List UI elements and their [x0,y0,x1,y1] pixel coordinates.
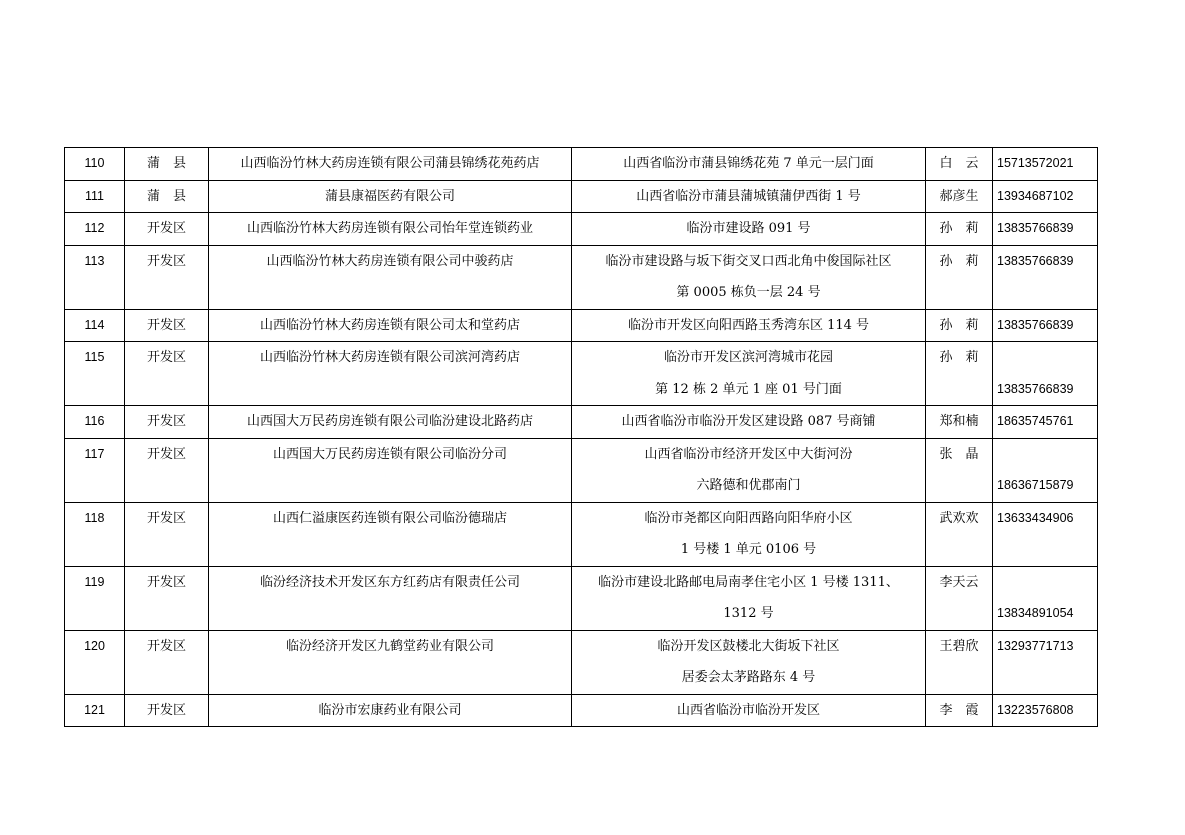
company-name-cell [209,148,572,181]
company-name-cell [209,406,572,439]
district-cell: 开发区 [125,213,209,246]
phone-spacer [997,439,1093,471]
contact-person-cell: 白 云 [926,148,993,181]
district-cell: 开发区 [125,566,209,630]
address-cell [572,630,926,694]
address-cell-line: 第 0005 栋负一层 24 号 [676,285,821,300]
contact-person-cell: 李天云 [926,566,993,630]
phone-number: 13934687102 [997,188,1074,203]
phone-number: 13633434906 [997,510,1074,525]
address-cell [572,438,926,502]
district-cell: 开发区 [125,342,209,406]
row-number-cell: 117 [65,438,125,502]
address-cell-line: 山西省临汾市经济开发区中大街河汾 [644,446,853,462]
contact-person-cell: 孙 莉 [926,245,993,309]
district-cell: 开发区 [125,309,209,342]
address-cell-line: 山西省临汾市蒲县锦绣花苑 7 单元一层门面 [623,156,874,171]
company-name-cell-line: 山西国大万民药房连锁有限公司临汾建设北路药店 [246,414,533,429]
address-cell-line: 临汾市建设北路邮电局南孝住宅小区 1 号楼 1311、 [598,574,899,590]
row-number-cell: 111 [65,180,125,213]
row-number-cell: 112 [65,213,125,246]
company-name-cell-line: 山西临汾竹林大药房连锁有限公司滨河湾药店 [259,350,520,365]
address-cell [572,309,926,342]
contact-person-cell: 武欢欢 [926,502,993,566]
district-cell: 开发区 [125,630,209,694]
phone-number: 13835766839 [997,253,1074,268]
address-cell-line: 临汾市建设路与坂下街交叉口西北角中俊国际社区 [605,253,892,269]
table-row [65,213,1098,246]
phone-number: 13835766839 [997,381,1074,396]
company-name-cell [209,566,572,630]
table-row [65,342,1098,406]
address-cell-line: 临汾市建设路 091 号 [686,221,811,236]
company-name-cell-line: 山西临汾竹林大药房连锁有限公司中骏药店 [266,253,514,269]
row-number-cell: 116 [65,406,125,439]
phone-cell [993,148,1098,181]
company-name-cell [209,630,572,694]
address-cell [572,566,926,630]
address-cell-line: 1 号楼 1 单元 0106 号 [680,542,817,557]
pharmacy-table [64,147,1098,727]
address-cell-line: 临汾市尧都区向阳西路向阳华府小区 [644,510,853,526]
district-cell: 蒲 县 [125,148,209,181]
row-number-cell: 119 [65,566,125,630]
company-name-cell-line: 蒲县康福医药有限公司 [324,188,455,204]
address-cell [572,148,926,181]
contact-person-cell: 郝彦生 [926,180,993,213]
address-cell [572,180,926,213]
address-cell-line: 临汾市开发区滨河湾城市花园 [663,350,833,365]
company-name-cell-line: 山西临汾竹林大药房连锁有限公司太和堂药店 [259,317,520,333]
address-cell [572,694,926,727]
table-body [65,148,1098,727]
district-cell: 蒲 县 [125,180,209,213]
company-name-cell [209,342,572,406]
table-row [65,148,1098,181]
address-cell-line: 六路德和优郡南门 [696,478,801,493]
district-cell: 开发区 [125,245,209,309]
contact-person-cell: 李 霞 [926,694,993,727]
phone-spacer [997,567,1093,599]
phone-number: 13223576808 [997,702,1074,717]
company-name-cell [209,694,572,727]
row-number-cell: 118 [65,502,125,566]
phone-number: 18635745761 [997,414,1074,428]
address-cell-line: 临汾市开发区向阳西路玉秀湾东区 114 号 [627,317,870,333]
table-row [65,309,1098,342]
phone-number: 15713572021 [997,156,1074,170]
address-cell-line: 山西省临汾市蒲县蒲城镇蒲伊西街 1 号 [636,188,861,204]
phone-cell [993,630,1098,694]
phone-number: 18636715879 [997,478,1074,492]
table-row [65,694,1098,727]
table-row [65,566,1098,630]
phone-number: 13293771713 [997,638,1074,653]
address-cell [572,245,926,309]
row-number-cell: 120 [65,630,125,694]
address-cell-line: 山西省临汾市临汾开发区建设路 087 号商铺 [621,414,876,429]
address-cell-line: 临汾开发区鼓楼北大街坂下社区 [657,638,840,654]
phone-cell [993,438,1098,502]
company-name-cell-line: 临汾经济开发区九鹤堂药业有限公司 [285,638,494,654]
company-name-cell [209,309,572,342]
phone-cell [993,180,1098,213]
address-cell-line: 山西省临汾市临汾开发区 [676,702,820,718]
district-cell: 开发区 [125,438,209,502]
company-name-cell [209,438,572,502]
address-cell [572,502,926,566]
contact-person-cell: 郑和楠 [926,406,993,439]
company-name-cell-line: 山西仁溢康医药连锁有限公司临汾德瑞店 [272,510,507,526]
phone-cell [993,566,1098,630]
table-row [65,245,1098,309]
phone-cell [993,309,1098,342]
company-name-cell-line: 山西临汾竹林大药房连锁有限公司怡年堂连锁药业 [246,221,533,236]
phone-number: 13835766839 [997,317,1074,332]
contact-person-cell: 孙 莉 [926,213,993,246]
company-name-cell-line: 山西临汾竹林大药房连锁有限公司蒲县锦绣花苑药店 [240,156,540,171]
row-number-cell: 121 [65,694,125,727]
table-row [65,630,1098,694]
phone-cell [993,245,1098,309]
address-cell-line: 第 12 栋 2 单元 1 座 01 号门面 [655,381,842,397]
district-cell: 开发区 [125,502,209,566]
address-cell-line: 居委会太茅路路东 4 号 [681,670,816,685]
company-name-cell-line: 临汾市宏康药业有限公司 [318,702,462,718]
row-number-cell: 114 [65,309,125,342]
phone-number: 13834891054 [997,606,1074,620]
phone-cell [993,502,1098,566]
company-name-cell-line: 临汾经济技术开发区东方红药店有限责任公司 [259,574,520,590]
phone-cell [993,342,1098,406]
phone-cell [993,694,1098,727]
company-name-cell [209,180,572,213]
contact-person-cell: 孙 莉 [926,309,993,342]
table-row [65,502,1098,566]
phone-cell [993,213,1098,246]
company-name-cell-line: 山西国大万民药房连锁有限公司临汾分司 [272,446,507,462]
table-row [65,406,1098,439]
table-row [65,180,1098,213]
contact-person-cell: 张 晶 [926,438,993,502]
phone-spacer [997,342,1093,374]
phone-number: 13835766839 [997,221,1074,235]
address-cell [572,213,926,246]
phone-cell [993,406,1098,439]
company-name-cell [209,502,572,566]
row-number-cell: 115 [65,342,125,406]
contact-person-cell: 孙 莉 [926,342,993,406]
address-cell-line: 1312 号 [723,606,774,621]
address-cell [572,342,926,406]
row-number-cell: 110 [65,148,125,181]
company-name-cell [209,213,572,246]
district-cell: 开发区 [125,406,209,439]
table-row [65,438,1098,502]
district-cell: 开发区 [125,694,209,727]
row-number-cell: 113 [65,245,125,309]
address-cell [572,406,926,439]
company-name-cell [209,245,572,309]
contact-person-cell: 王碧欣 [926,630,993,694]
